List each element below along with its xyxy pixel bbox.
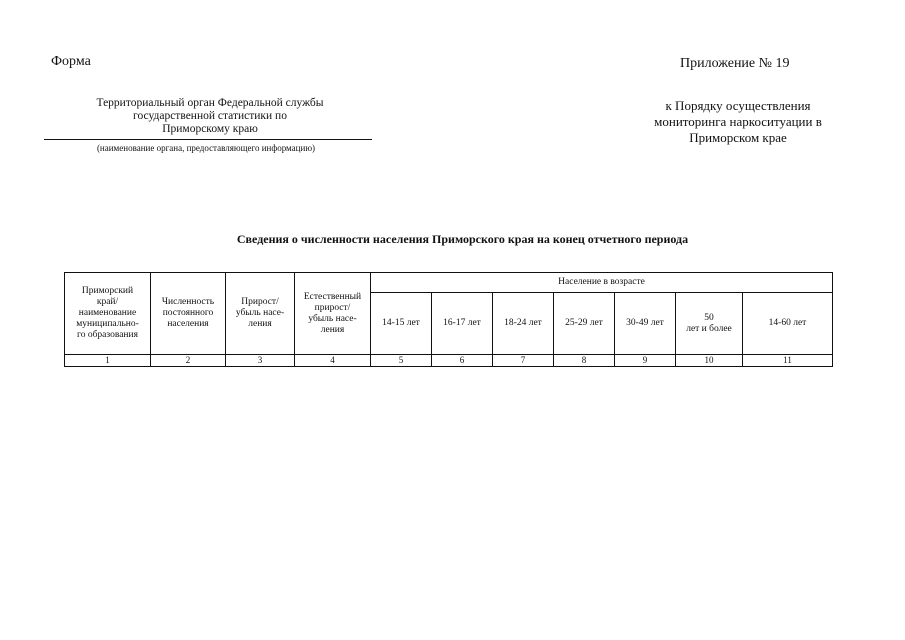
header-growth-line: убыль насе- bbox=[235, 308, 285, 318]
header-natural-growth bbox=[295, 273, 371, 355]
org-line-3: Приморскому краю bbox=[162, 123, 258, 135]
column-number: 10 bbox=[676, 355, 743, 367]
header-population-line: постоянного bbox=[162, 308, 214, 318]
column-number: 8 bbox=[554, 355, 615, 367]
header-region-line: край/ bbox=[96, 297, 119, 307]
appendix-number: Приложение № 19 bbox=[680, 56, 790, 71]
header-age-50-plus bbox=[676, 293, 743, 355]
header-natural-line: ления bbox=[320, 324, 345, 335]
header-age-16-17: 16-17 лет bbox=[432, 293, 493, 355]
header-age-14-15: 14-15 лет bbox=[371, 293, 432, 355]
header-age-50-line: лет и более bbox=[686, 323, 732, 334]
header-age-18-24: 18-24 лет bbox=[493, 293, 554, 355]
column-number: 5 bbox=[371, 355, 432, 367]
appendix-reference bbox=[628, 98, 848, 146]
column-number: 9 bbox=[615, 355, 676, 367]
header-region-line: го образования bbox=[77, 330, 138, 340]
form-label: Форма bbox=[51, 54, 91, 69]
org-line-1: Территориальный орган Федеральной службы bbox=[96, 97, 324, 109]
header-region-line: муниципально- bbox=[76, 319, 139, 329]
org-line-2: государственной статистики по bbox=[133, 110, 287, 122]
header-growth bbox=[226, 273, 295, 355]
header-natural-line: убыль насе- bbox=[308, 313, 357, 324]
appendix-line-3: Приморском крае bbox=[689, 130, 787, 145]
header-population bbox=[151, 273, 226, 355]
column-number: 1 bbox=[65, 355, 151, 367]
header-region-line: Приморский bbox=[81, 286, 134, 296]
header-age-25-29: 25-29 лет bbox=[554, 293, 615, 355]
column-number: 7 bbox=[493, 355, 554, 367]
appendix-line-1: к Порядку осуществления bbox=[665, 98, 811, 113]
document-title: Сведения о численности населения Приморского края на конец отчетного периода bbox=[236, 232, 689, 246]
appendix-line-2: мониторинга наркоситуации в bbox=[654, 114, 822, 129]
header-age-50-line: 50 bbox=[704, 312, 714, 323]
header-population-line: населения bbox=[167, 319, 209, 329]
header-age-group: Население в возрасте bbox=[371, 273, 833, 293]
org-underline bbox=[44, 139, 372, 140]
header-growth-line: ления bbox=[248, 319, 272, 329]
org-name bbox=[60, 97, 360, 136]
header-region bbox=[65, 273, 151, 355]
column-number: 6 bbox=[432, 355, 493, 367]
column-number: 4 bbox=[295, 355, 371, 367]
population-table bbox=[64, 272, 833, 367]
column-number: 3 bbox=[226, 355, 295, 367]
header-age-30-49: 30-49 лет bbox=[615, 293, 676, 355]
header-region-line: наименование bbox=[78, 308, 137, 318]
header-population-line: Численность bbox=[161, 297, 215, 307]
org-caption: (наименование органа, предоставляющего информацию) bbox=[96, 143, 316, 153]
header-age-14-60: 14-60 лет bbox=[743, 293, 833, 355]
column-number: 11 bbox=[743, 355, 833, 367]
header-natural-line: Естественный bbox=[303, 291, 362, 302]
header-growth-line: Прирост/ bbox=[241, 297, 279, 307]
column-number: 2 bbox=[151, 355, 226, 367]
header-natural-line: прирост/ bbox=[314, 302, 351, 313]
